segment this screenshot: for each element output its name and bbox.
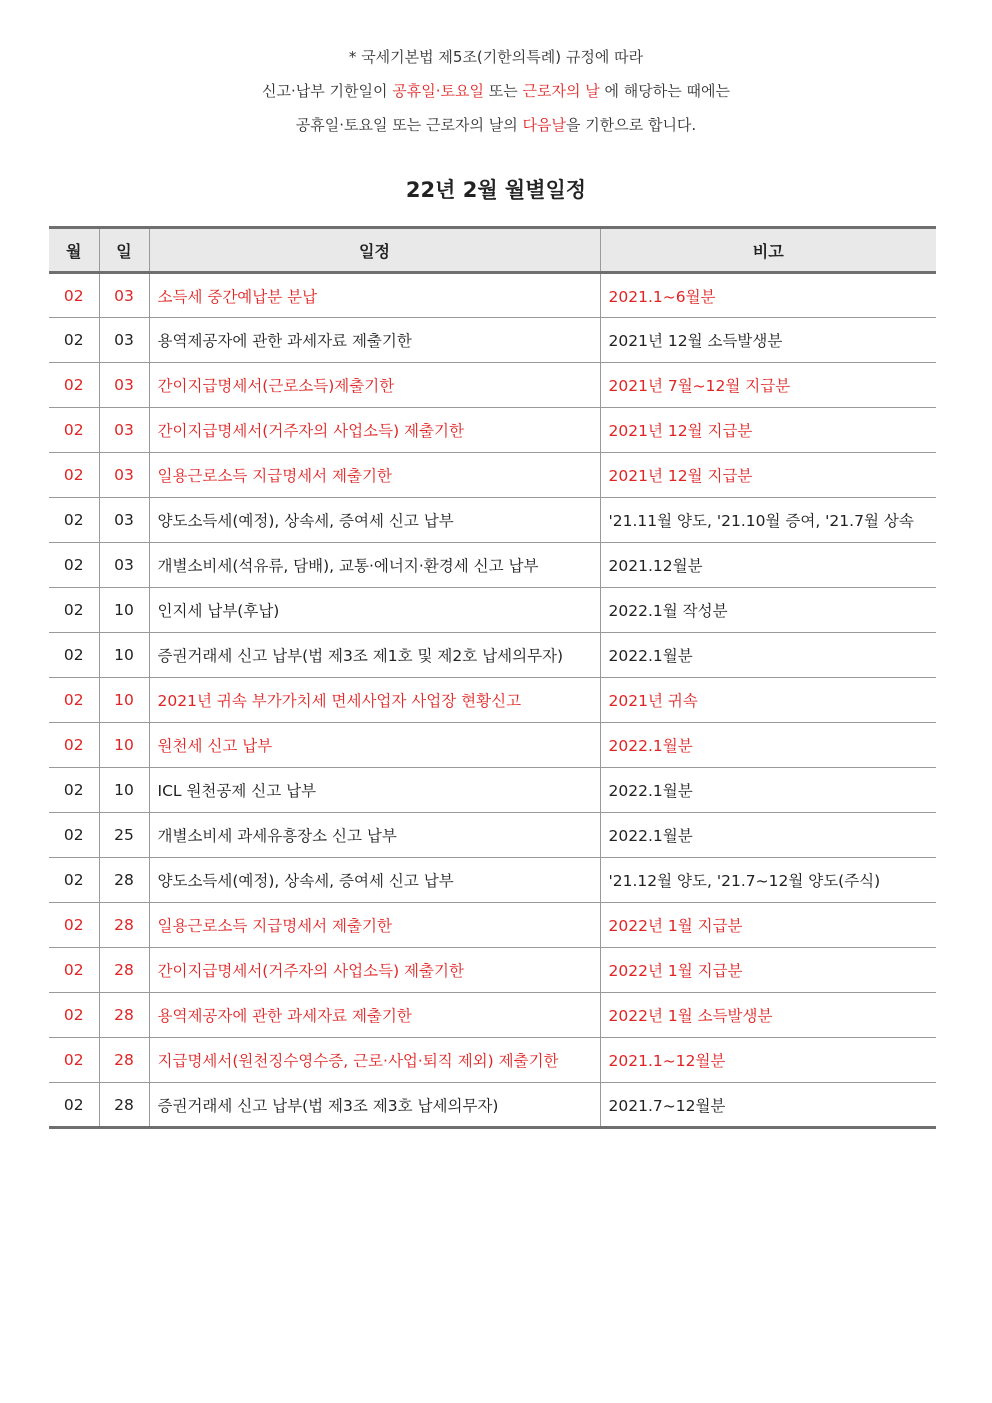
cell-note: 2021.1~6월분 bbox=[600, 273, 936, 318]
cell-schedule: 인지세 납부(후납) bbox=[149, 588, 600, 633]
cell-note: 2021년 귀속 bbox=[600, 678, 936, 723]
cell-day: 10 bbox=[99, 633, 149, 678]
cell-day: 10 bbox=[99, 768, 149, 813]
cell-schedule: 용역제공자에 관한 과세자료 제출기한 bbox=[149, 318, 600, 363]
cell-day: 03 bbox=[99, 318, 149, 363]
cell-month: 02 bbox=[49, 588, 99, 633]
notice-text: 에 해당하는 때에는 bbox=[599, 82, 730, 100]
cell-schedule: 일용근로소득 지급명세서 제출기한 bbox=[149, 453, 600, 498]
notice-highlight: 다음날 bbox=[522, 116, 566, 134]
cell-note: 2022.1월분 bbox=[600, 813, 936, 858]
cell-month: 02 bbox=[49, 813, 99, 858]
cell-note: 2021년 12월 소득발생분 bbox=[600, 318, 936, 363]
cell-day: 28 bbox=[99, 1038, 149, 1083]
cell-day: 03 bbox=[99, 453, 149, 498]
cell-schedule: 양도소득세(예정), 상속세, 증여세 신고 납부 bbox=[149, 858, 600, 903]
cell-schedule: 소득세 중간예납분 분납 bbox=[149, 273, 600, 318]
cell-note: 2022년 1월 소득발생분 bbox=[600, 993, 936, 1038]
cell-note: 2022.1월 작성분 bbox=[600, 588, 936, 633]
cell-day: 03 bbox=[99, 363, 149, 408]
cell-note: 2021.12월분 bbox=[600, 543, 936, 588]
header-schedule: 일정 bbox=[149, 228, 600, 273]
header-day: 일 bbox=[99, 228, 149, 273]
table-row bbox=[49, 723, 936, 768]
cell-note: '21.12월 양도, '21.7~12월 양도(주식) bbox=[600, 858, 936, 903]
cell-month: 02 bbox=[49, 858, 99, 903]
cell-month: 02 bbox=[49, 678, 99, 723]
cell-day: 10 bbox=[99, 723, 149, 768]
cell-schedule: 일용근로소득 지급명세서 제출기한 bbox=[149, 903, 600, 948]
cell-note: 2022년 1월 지급분 bbox=[600, 903, 936, 948]
table-row bbox=[49, 1083, 936, 1128]
notice-text: 공휴일·토요일 또는 근로자의 날의 bbox=[295, 116, 523, 134]
cell-schedule: 간이지급명세서(거주자의 사업소득) 제출기한 bbox=[149, 408, 600, 453]
deadline-notice bbox=[0, 40, 992, 142]
table-row bbox=[49, 588, 936, 633]
cell-month: 02 bbox=[49, 768, 99, 813]
table-row bbox=[49, 903, 936, 948]
table-row bbox=[49, 678, 936, 723]
table-row bbox=[49, 498, 936, 543]
cell-day: 28 bbox=[99, 948, 149, 993]
cell-day: 10 bbox=[99, 588, 149, 633]
cell-note: 2021년 7월~12월 지급분 bbox=[600, 363, 936, 408]
table-row bbox=[49, 1038, 936, 1083]
table-row bbox=[49, 318, 936, 363]
cell-note: 2021.7~12월분 bbox=[600, 1083, 936, 1128]
cell-schedule: 증권거래세 신고 납부(법 제3조 제3호 납세의무자) bbox=[149, 1083, 600, 1128]
cell-schedule: 2021년 귀속 부가가치세 면세사업자 사업장 현황신고 bbox=[149, 678, 600, 723]
notice-text: 을 기한으로 합니다. bbox=[565, 116, 697, 134]
table-row bbox=[49, 993, 936, 1038]
cell-day: 03 bbox=[99, 543, 149, 588]
table-row bbox=[49, 948, 936, 993]
notice-highlight: 근로자의 날 bbox=[522, 82, 600, 100]
cell-month: 02 bbox=[49, 948, 99, 993]
cell-month: 02 bbox=[49, 993, 99, 1038]
cell-month: 02 bbox=[49, 363, 99, 408]
cell-note: 2022.1월분 bbox=[600, 633, 936, 678]
cell-note: 2021년 12월 지급분 bbox=[600, 408, 936, 453]
cell-month: 02 bbox=[49, 408, 99, 453]
cell-day: 03 bbox=[99, 498, 149, 543]
table-row bbox=[49, 633, 936, 678]
cell-note: '21.11월 양도, '21.10월 증여, '21.7월 상속 bbox=[600, 498, 936, 543]
cell-month: 02 bbox=[49, 273, 99, 318]
table-row bbox=[49, 858, 936, 903]
notice-line-2 bbox=[0, 74, 992, 108]
cell-note: 2022년 1월 지급분 bbox=[600, 948, 936, 993]
header-month: 월 bbox=[49, 228, 99, 273]
table-row bbox=[49, 813, 936, 858]
cell-month: 02 bbox=[49, 903, 99, 948]
cell-month: 02 bbox=[49, 543, 99, 588]
cell-note: 2021.1~12월분 bbox=[600, 1038, 936, 1083]
cell-schedule: ICL 원천공제 신고 납부 bbox=[149, 768, 600, 813]
table-row bbox=[49, 768, 936, 813]
table-row bbox=[49, 408, 936, 453]
cell-note: 2021년 12월 지급분 bbox=[600, 453, 936, 498]
cell-schedule: 개별소비세(석유류, 담배), 교통·에너지·환경세 신고 납부 bbox=[149, 543, 600, 588]
cell-day: 03 bbox=[99, 273, 149, 318]
table-row bbox=[49, 543, 936, 588]
cell-month: 02 bbox=[49, 1038, 99, 1083]
table-row bbox=[49, 453, 936, 498]
cell-day: 25 bbox=[99, 813, 149, 858]
cell-schedule: 간이지급명세서(거주자의 사업소득) 제출기한 bbox=[149, 948, 600, 993]
cell-month: 02 bbox=[49, 318, 99, 363]
cell-day: 28 bbox=[99, 993, 149, 1038]
header-note: 비고 bbox=[600, 228, 936, 273]
table-row bbox=[49, 273, 936, 318]
cell-schedule: 용역제공자에 관한 과세자료 제출기한 bbox=[149, 993, 600, 1038]
cell-schedule: 간이지급명세서(근로소득)제출기한 bbox=[149, 363, 600, 408]
cell-day: 10 bbox=[99, 678, 149, 723]
cell-month: 02 bbox=[49, 633, 99, 678]
cell-schedule: 원천세 신고 납부 bbox=[149, 723, 600, 768]
cell-day: 03 bbox=[99, 408, 149, 453]
cell-schedule: 지급명세서(원천징수영수증, 근로·사업·퇴직 제외) 제출기한 bbox=[149, 1038, 600, 1083]
cell-month: 02 bbox=[49, 1083, 99, 1128]
notice-line-3 bbox=[0, 108, 992, 142]
cell-schedule: 개별소비세 과세유흥장소 신고 납부 bbox=[149, 813, 600, 858]
cell-month: 02 bbox=[49, 498, 99, 543]
notice-line-1: * 국세기본법 제5조(기한의특례) 규정에 따라 bbox=[348, 48, 644, 66]
notice-highlight: 공휴일·토요일 bbox=[392, 82, 484, 100]
cell-note: 2022.1월분 bbox=[600, 768, 936, 813]
table-header-row bbox=[49, 228, 936, 273]
notice-text: 또는 bbox=[483, 82, 523, 100]
schedule-table bbox=[49, 226, 936, 1129]
cell-month: 02 bbox=[49, 453, 99, 498]
notice-text: 신고·납부 기한일이 bbox=[262, 82, 393, 100]
cell-schedule: 양도소득세(예정), 상속세, 증여세 신고 납부 bbox=[149, 498, 600, 543]
cell-day: 28 bbox=[99, 858, 149, 903]
page-title: 22년 2월 월별일정 bbox=[405, 178, 587, 202]
cell-schedule: 증권거래세 신고 납부(법 제3조 제1호 및 제2호 납세의무자) bbox=[149, 633, 600, 678]
cell-day: 28 bbox=[99, 903, 149, 948]
table-row bbox=[49, 363, 936, 408]
cell-day: 28 bbox=[99, 1083, 149, 1128]
cell-note: 2022.1월분 bbox=[600, 723, 936, 768]
cell-month: 02 bbox=[49, 723, 99, 768]
